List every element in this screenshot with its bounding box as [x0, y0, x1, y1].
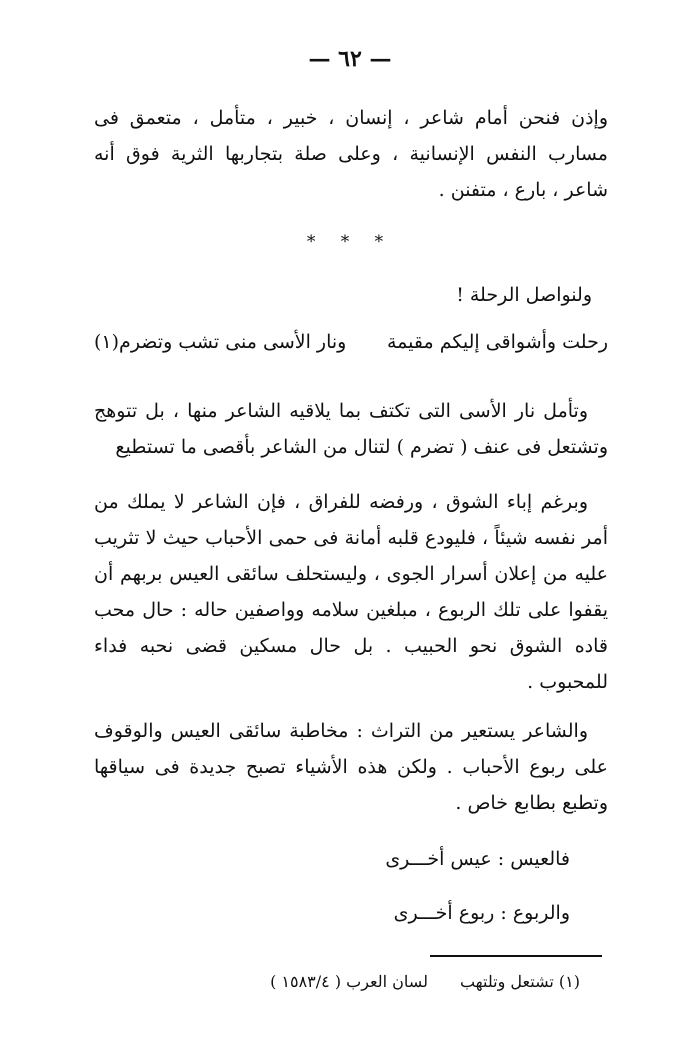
verse-hemistich-2: ونار الأسى منى تشب وتضرم(١) — [94, 331, 347, 353]
verse-hemistich-1: رحلت وأشواقى إليكم مقيمة — [386, 331, 608, 353]
paragraph-4: والشاعر يستعير من التراث : مخاطبة سائقى العيس والوقوف على ربوع الأحباب . ولكن هذه الأشياء تصبح جديدة فى سياقها وتطبع بطابع خاص . — [94, 720, 608, 814]
paragraph-3: وبرغم إباء الشوق ، ورفضه للفراق ، فإن الشاعر لا يملك من أمر نفسه شيئاً ، فليودع قلبه أمانة فى حمى الأحباب حيث لا تثريب عليه من إعلان أسرار الجوى ، وليستحلف سائقى العيس بربهم أن يقفوا على تلك الربوع ، مبلغين سلامه وواصفين حاله : حال محب قاده الشوق نحو الحبيب . بل حال مسكين قضى نحبه فداء للمحبوب . — [94, 491, 608, 693]
paragraph-1: وإذن فنحن أمام شاعر ، إنسان ، خبير ، متأمل ، متعمق فى مسارب النفس الإنسانية ، وعلى صلة بتجاربها الثرية فوق أنه شاعر ، بارع ، متفنن . — [94, 107, 608, 201]
example-line-1: فالعيس : عيس أخـــرى — [385, 848, 570, 870]
example-line-2: والربوع : ربوع أخـــرى — [393, 902, 570, 924]
paragraph-2: وتأمل نار الأسى التى تكتف بما يلاقيه الشاعر منها ، بل تتوهج وتشتعل فى عنف ( تضرم ) لتنال من الشاعر بأقصى ما تستطيع — [94, 400, 608, 458]
intro-line: ولنواصل الرحلة ! — [456, 284, 592, 306]
footnote — [270, 972, 580, 991]
footnote-source: لسان العرب ( ١٥٨٣/٤ ) — [270, 972, 428, 991]
poem-verse — [94, 331, 608, 353]
footnote-text: (١) تشتعل وتلتهب — [459, 972, 580, 991]
footnote-divider — [430, 955, 602, 957]
section-separator: * * * — [306, 232, 394, 252]
page-number: — ٦٢ — — [308, 46, 392, 72]
